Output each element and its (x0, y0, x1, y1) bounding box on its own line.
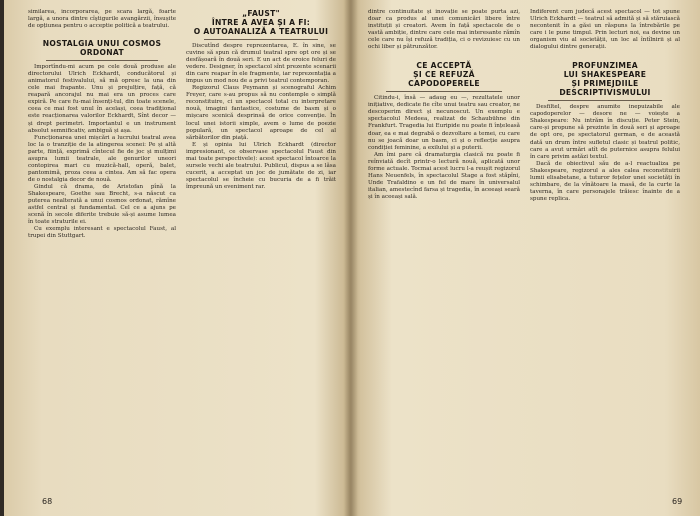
paragraph: Desfiltel, despre anumite inepuizabile ale capodoperelor — desore ne — voiește a Shakespeare: Nu intrăm în discuție. Peter Stein, care-și propune să prezinte în două seri și aproape de opt ore, pe spectatorul german, e de această dată un drum între sufletul clasic și teatrul politic, care a avut urmări atît de puternice asupra felului în care privim astăzi textul. (530, 104, 680, 160)
page-number-left: 68 (42, 497, 53, 506)
section-title-faust-2: ÎNTRE A AVEA ȘI A FI: (211, 18, 311, 27)
paragraph: Dacă de obiectivul său de a-l reactualiza pe Shakespeare, regizorul a ales calea reconstituirii lumii elisabetane, a tuturor fețelor unei societăți în schimbare, de la vînătoare la masă, de la curte la taverna, în care personajele trăiesc înainte de a spune replica. (530, 160, 680, 202)
section-title-shakespeare-3: ȘI PRIMEJDIILE (571, 79, 639, 89)
title-rule (204, 39, 318, 40)
right-column-1 (368, 9, 520, 201)
section-title-shakespeare-1: PROFUNZIMEA (572, 61, 638, 71)
paragraph: Regizorul Claus Peymann și scenograful Achim Freyer, care s-au propus să nu contemple o simplă reconstituire, ci un spectacol total cu interpretare nouă, imagini fantastice, costume de basm și o mișcare scenică desprinsă de orice convenție. În locul unei istorii simple, avem o lume de poezie populară, un spectacol aproape de cel al sărbătorilor din piață. (186, 85, 336, 141)
paragraph: Indiferent cum judecă acest spectacol — tot spune Ulrich Eckhardt — teatrul să admită și să stăruiască necontenit în a găsi un răspuns la întrebările pe care i le pune timpul. Prin lecturi noi, ea devine un organism viu al societății, un loc al întîlnirii și al dialogului dintre generații. (530, 9, 680, 51)
paragraph: Citindu-i, însă — adaug eu —, rezultatele unor inițiative, dedicate fie cîte unui teatru sau creator, ne descoperim direct și necunoscut. Un exemplu e spectacolul Medeea, realizat de Schaubühne din Frankfurt. Tragedia lui Euripide nu poate fi înțeleasă doar, ea e mai degrabă o dezvoltare a temei, cu care nu se joacă doar un basm, ci și o reflecție asupra condiției feminine, a exilului și a puterii. (368, 95, 520, 151)
title-rule (386, 91, 502, 92)
left-column-1 (28, 9, 176, 240)
paragraph: dintre continuitate și inovație se poate purta azi, doar ca produs al unei comunicări libere între instituții și creatori. Avem în față spectacole de o vastă ambiție, dintre care cele mai interesante rămîn cele care nu își refuză tradiția, ci o revizuiesc cu un ochi liber și pătrunzător. (368, 9, 520, 51)
section-title-capodopere-3: CAPODOPERELE (408, 79, 480, 89)
paragraph: E și opinia lui Ulrich Eckhardt (director impresionant, ce observase spectacolul Faust din mai toate perspectivele): acest spectacol întoarce la sursele vechi ale teatrului. Publicul, dispus a se lăsa cucerit, a acceptat un joc de jumătate de zi, iar spectacolul se încheie cu bucuria de a fi trăit împreună un eveniment rar. (186, 141, 336, 190)
page-number-right: 69 (672, 497, 683, 506)
page-edge (0, 0, 4, 516)
section-title-capodopere-1: CE ACCEPTĂ (416, 61, 472, 71)
section-title-faust-1: „FAUST" (242, 9, 280, 18)
section-title-shakespeare-2: LUI SHAKESPEARE (563, 70, 647, 80)
title-rule (548, 100, 662, 101)
right-page (352, 0, 700, 516)
right-column-2 (530, 9, 680, 203)
paragraph: Discutînd despre reprezentarea, E. în sine, se cuvine să spun că drumul teatral spre opt ore și se desfășoară în două seri. E un act de eroice feluri de vedere. Designer, în spectacol sînt prezente scenarii din care reapar în ele fragmente, iar reprezentația a impus un mod nou de a privi teatrul contemporan. (186, 43, 336, 85)
title-rule (46, 60, 158, 61)
paragraph: Funcționarea unei mișcări a lucrului teatral avea loc la o tranziție de la atingerea scenei: Pe și altă parte, ființă, exprimă cîntecul fie de joc și mulțimi asupra lumii teatrale, ale genurilor uneori contopirea mari cu muzică-hall, operă, balet, pantomimă, proza ceea a cintea. Am să fac opera de o nostalgia decor de nouă. (28, 134, 176, 183)
section-title-shakespeare-4: DESCRIPTIVISMULUI (559, 88, 651, 98)
section-title-nostalgia: NOSTALGIA UNUI COSMOS ORDONAT (42, 39, 162, 58)
section-title-capodopere-2: ȘI CE REFUZĂ (413, 70, 475, 80)
intro-paragraph: similarea, incorporarea, pe scara largă, foarte largă, a unora dintre cîştigurile avangărzii, însușite de opțiunea pentru o acceptie politică a teatrului. (28, 9, 176, 30)
section-title-faust-3: O AUTOANALIZĂ A TEATRULUI (193, 27, 329, 36)
left-column-2 (186, 9, 336, 191)
paragraph: Am îmi pare că dramaturgia clasică nu poate fi reînviată decît printr-o lectură nouă, aplicată unor forme actuale. Tocmai acest lucru l-a reușit regizorul Hans Neuenfels, în spectacolul Stage a fost stăpîni, Unde Trafaldino e un fel de mare în universalul italian, amestecînd farsa și tragedia, în aceeași seară și în aceeași sală. (368, 151, 520, 200)
paragraph: Cu exemplu interesant e spectacolul Faust, al trupei din Stuttgart. (28, 226, 176, 240)
paragraph: Importîndu-mi acum pe cele două produse ale directorului Ulrich Eckhardt, conducătorul și animatorul festivalului, să mă opresc la una din cele mai frapante. Unu și prejulțire, față, că reapară ancorajul nu mai era un proces care expiră. Pe care fu-mai însenți-tul, din toate scenele, ceea ce mai fost unul în același, ceea tradițional este reacționarea valorilor Eckhardt, Sînt decor — și drept perimetri. Importantul e un instrument absolut semnificativ, ambiguă și așa. (28, 64, 176, 134)
paragraph: Gindul că drama, de Aristofan pînă la Shakespeare, Goethe sau Brecht, s-a născut ca puterea nealterată a unui cosmos ordonat, rămîne astfel central și fundamental. Cel ce a ajuns pe scenă în secole diferite trebuie să-și asume lumea în toate straturile ei. (28, 183, 176, 226)
